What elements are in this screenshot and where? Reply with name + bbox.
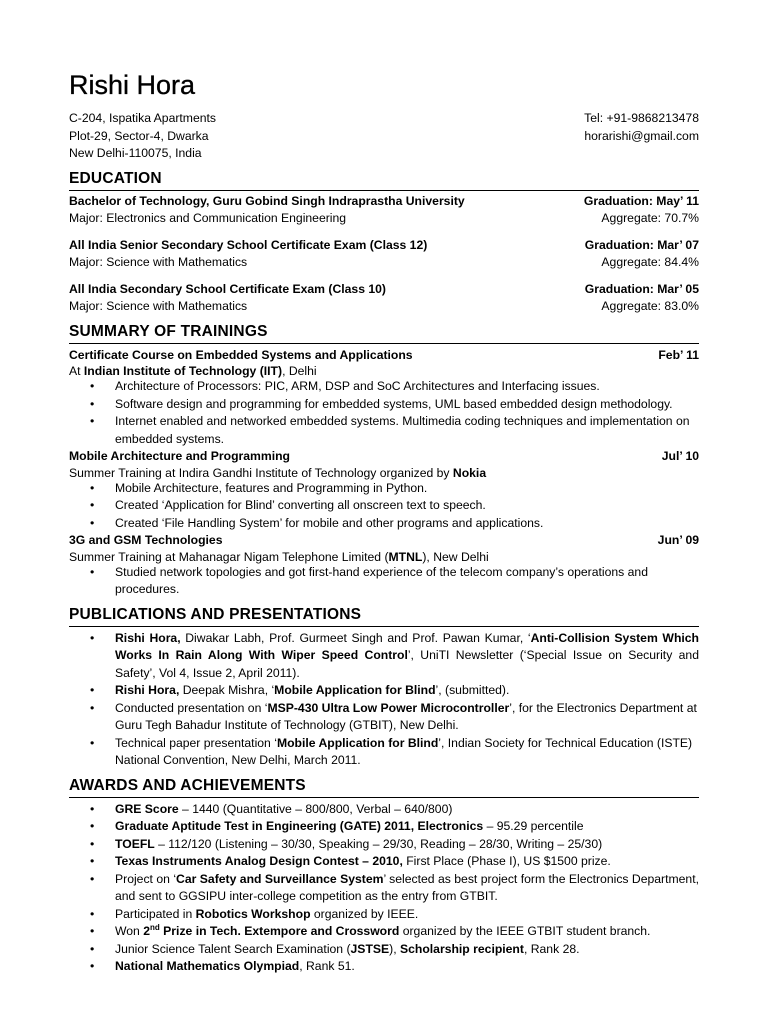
award-highlight: Car Safety and Surveillance System bbox=[176, 871, 384, 886]
graduation-date: Graduation: Mar’ 05 bbox=[584, 281, 699, 296]
paper-title: Anti-Collision System Which Works In Rain Along With Wiper Speed Control bbox=[115, 630, 699, 662]
training-bullets bbox=[69, 480, 699, 533]
org-suffix: ), New Delhi bbox=[422, 549, 489, 564]
candidate-name: Rishi Hora bbox=[69, 70, 196, 100]
award-highlight: Prize in Tech. Extempore and Crossword bbox=[159, 924, 400, 938]
training-bullets bbox=[69, 378, 699, 448]
degree-title: All India Secondary School Certificate Exam (Class 10) bbox=[69, 281, 386, 296]
training-bullet: • Created ‘File Handling System’ for mobile and other programs and applications. bbox=[69, 515, 699, 533]
training-org bbox=[69, 466, 699, 480]
award-highlight: TOEFL bbox=[115, 836, 155, 851]
org-prefix: Summer Training at Indira Gandhi Institute of Technology organized by bbox=[69, 465, 453, 480]
org-name: MTNL bbox=[388, 549, 423, 564]
org-name: Indian Institute of Technology (IIT) bbox=[83, 364, 283, 378]
resume-page bbox=[69, 70, 699, 976]
award-item bbox=[69, 906, 699, 924]
award-details: – 112/120 (Listening – 30/30, Speaking – 29/30, Reading – 28/30, Writing – 25/30) bbox=[154, 836, 603, 851]
publication-item bbox=[69, 735, 699, 770]
publications-list bbox=[69, 630, 699, 770]
education-item bbox=[69, 281, 699, 316]
ordinal-suffix: nd bbox=[150, 922, 160, 932]
awards-list bbox=[69, 801, 699, 976]
awards-heading: AWARDS AND ACHIEVEMENTS bbox=[69, 776, 699, 798]
training-org bbox=[69, 364, 699, 378]
co-authors: Diwakar Labh, Prof. Gurmeet Singh and Prof. Pawan Kumar, ‘ bbox=[180, 630, 531, 645]
award-item bbox=[69, 801, 699, 819]
paper-title: Mobile Application for Blind bbox=[274, 683, 436, 697]
award-highlight: Graduate Aptitude Test in Engineering (GATE) 2011, Electronics bbox=[115, 819, 484, 833]
trainings-heading: SUMMARY OF TRAININGS bbox=[69, 322, 699, 344]
presentation-prefix: Conducted presentation on ‘ bbox=[115, 700, 268, 715]
presentation-title: MSP-430 Ultra Low Power Microcontroller bbox=[267, 700, 510, 715]
award-item bbox=[69, 818, 699, 836]
presentation-details: ’, Indian Society for Technical Education (ISTE) National Convention, New Delhi, March 2011. bbox=[115, 735, 693, 767]
graduation-date: Graduation: Mar’ 07 bbox=[584, 237, 699, 252]
publications-section bbox=[69, 605, 699, 770]
training-date: Feb’ 11 bbox=[658, 347, 699, 362]
award-item bbox=[69, 871, 699, 906]
training-bullet: • Mobile Architecture, features and Programming in Python. bbox=[69, 480, 699, 498]
awards-section bbox=[69, 776, 699, 976]
author-name: Rishi Hora, bbox=[115, 630, 181, 645]
publication-item bbox=[69, 630, 699, 683]
aggregate-score: Aggregate: 70.7% bbox=[601, 211, 699, 225]
org-prefix: At bbox=[69, 364, 84, 378]
training-name: 3G and GSM Technologies bbox=[69, 533, 223, 547]
co-authors: Deepak Mishra, ‘ bbox=[179, 683, 275, 697]
training-bullet: • Internet enabled and networked embedded systems. Multimedia coding techniques and implementation on embedded systems. bbox=[69, 413, 699, 448]
publication-item bbox=[69, 682, 699, 700]
education-heading: EDUCATION bbox=[69, 169, 699, 191]
education-section bbox=[69, 169, 699, 316]
award-item bbox=[69, 923, 699, 941]
award-highlight: Scholarship recipient bbox=[400, 941, 524, 956]
award-details: – 95.29 percentile bbox=[483, 819, 584, 833]
award-highlight: GRE Score bbox=[115, 801, 179, 816]
org-name: Nokia bbox=[452, 465, 487, 480]
award-details: First Place (Phase I), US $1500 prize. bbox=[402, 854, 611, 868]
phone-number: Tel: +91-9868213478 bbox=[584, 111, 699, 125]
presentation-prefix: Technical paper presentation ‘ bbox=[115, 735, 277, 750]
training-bullet: • Created ‘Application for Blind’ converting all onscreen text to speech. bbox=[69, 497, 699, 515]
major-text: Major: Science with Mathematics bbox=[69, 255, 248, 269]
contact-block bbox=[69, 110, 699, 163]
training-item bbox=[69, 347, 699, 449]
training-bullets bbox=[69, 564, 699, 599]
address-block bbox=[69, 110, 216, 163]
award-highlight: Texas Instruments Analog Design Contest – 2010, bbox=[115, 854, 403, 868]
award-details: organized by IEEE. bbox=[310, 906, 419, 921]
graduation-date: Graduation: May’ 11 bbox=[583, 193, 699, 208]
award-prefix: Project on ‘ bbox=[115, 871, 177, 886]
award-item bbox=[69, 836, 699, 854]
address-line-3: New Delhi-110075, India bbox=[69, 146, 202, 160]
training-item bbox=[69, 532, 699, 599]
presentation-details: ’, for the Electronics Department at Guru Tegh Bahadur Institute of Technology (GTBIT), New Delhi. bbox=[115, 700, 697, 732]
award-prefix: Won bbox=[115, 924, 144, 938]
aggregate-score: Aggregate: 83.0% bbox=[601, 299, 699, 313]
award-item bbox=[69, 853, 699, 871]
training-bullet: • Software design and programming for embedded systems, UML based embedded design methodology. bbox=[69, 396, 699, 414]
award-item bbox=[69, 941, 699, 959]
org-prefix: Summer Training at Mahanagar Nigam Telephone Limited ( bbox=[69, 549, 389, 564]
publication-details: ’, UniTI Newsletter (‘Special Issue on Security and Safety’, Vol 4, Issue 2, April 2011). bbox=[115, 648, 699, 680]
org-suffix: , Delhi bbox=[282, 364, 317, 378]
award-highlight: National Mathematics Olympiad bbox=[115, 959, 300, 973]
award-prefix: Junior Science Talent Search Examination ( bbox=[115, 941, 351, 956]
training-bullet: • Studied network topologies and got first-hand experience of the telecom company’s operations and procedures. bbox=[69, 564, 699, 599]
award-details: organized by the IEEE GTBIT student branch. bbox=[399, 924, 651, 938]
award-details: ’ selected as best project form the Electronics Department, and sent to GGSIPU inter-college competition as the entry from GTBIT. bbox=[115, 871, 699, 903]
presentation-title: Mobile Application for Blind bbox=[276, 735, 439, 750]
degree-title: Bachelor of Technology, Guru Gobind Singh Indraprastha University bbox=[69, 193, 465, 208]
award-item bbox=[69, 958, 699, 976]
training-item bbox=[69, 448, 699, 532]
award-details: , Rank 28. bbox=[523, 941, 580, 956]
major-text: Major: Electronics and Communication Engineering bbox=[69, 211, 347, 225]
major-text: Major: Science with Mathematics bbox=[69, 299, 248, 313]
publication-details: ’, (submitted). bbox=[435, 683, 510, 697]
award-highlight: JSTSE bbox=[350, 941, 390, 956]
author-name: Rishi Hora, bbox=[115, 683, 180, 697]
email-address: horarishi@gmail.com bbox=[584, 128, 699, 143]
address-line-2: Plot-29, Sector-4, Dwarka bbox=[69, 128, 209, 143]
publications-heading: PUBLICATIONS AND PRESENTATIONS bbox=[69, 605, 699, 627]
award-separator: ), bbox=[389, 941, 400, 956]
education-item bbox=[69, 193, 699, 228]
award-details: , Rank 51. bbox=[299, 959, 355, 973]
award-highlight: Robotics Workshop bbox=[195, 906, 311, 921]
training-bullet: • Architecture of Processors: PIC, ARM, DSP and SoC Architectures and Interfacing issues. bbox=[69, 378, 699, 396]
trainings-section bbox=[69, 322, 699, 599]
award-details: – 1440 (Quantitative – 800/800, Verbal – 640/800) bbox=[178, 801, 453, 816]
training-date: Jul’ 10 bbox=[661, 449, 699, 463]
training-org bbox=[69, 550, 699, 564]
degree-title: All India Senior Secondary School Certificate Exam (Class 12) bbox=[69, 237, 428, 252]
address-line-1: C-204, Ispatika Apartments bbox=[69, 111, 216, 125]
award-highlight: 2 bbox=[143, 924, 151, 938]
aggregate-score: Aggregate: 84.4% bbox=[601, 255, 699, 269]
publication-item bbox=[69, 700, 699, 735]
award-prefix: Participated in bbox=[115, 906, 196, 921]
training-date: Jun’ 09 bbox=[657, 533, 699, 547]
training-name: Certificate Course on Embedded Systems and Applications bbox=[69, 347, 413, 362]
training-name: Mobile Architecture and Programming bbox=[69, 449, 290, 463]
education-item bbox=[69, 237, 699, 272]
contact-details bbox=[584, 110, 699, 163]
